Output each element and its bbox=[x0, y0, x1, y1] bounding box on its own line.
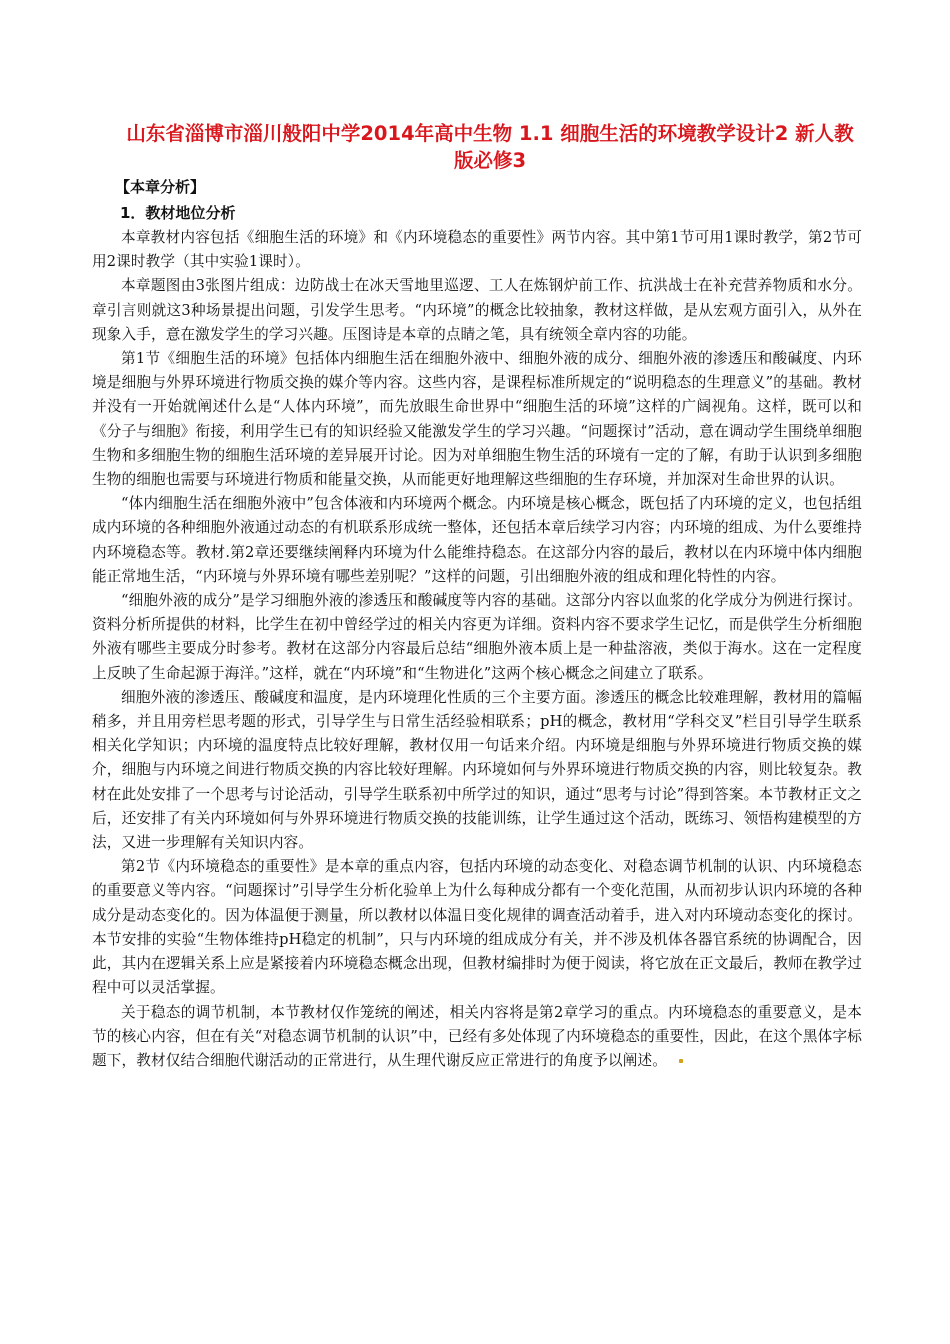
section-heading: 【本章分析】 bbox=[115, 178, 206, 196]
paragraph: “细胞外液的成分”是学习细胞外液的渗透压和酸碱度等内容的基础。这部分内容以血浆的化学成分为例进行探讨。资料分析所提供的材料，比学生在初中曾经学过的相关内容更为详细。资料内容不要求学生记忆，而是供学生分析细胞外液有哪些主要成分时参考。教材在这部分内容最后总结“细胞外液本质上是一种盐溶液，类似于海水。这在一定程度上反映了生命起源于海洋。”这样，就在“内环境”和“生物进化”这两个核心概念之间建立了联系。 bbox=[92, 592, 862, 682]
paragraph: “体内细胞生活在细胞外液中”包含体液和内环境两个概念。内环境是核心概念，既包括了内环境的定义，也包括组成内环境的各种细胞外液通过动态的有机联系形成统一整体，还包括本章后续学习内容；内环境的组成、为什么要维持内环境稳态等。教材.第2章还要继续阐释内环境为什么能维持稳态。在这部分内容的最后，教材以在内环境中体内细胞能正常地生活，“内环境与外界环境有哪些差别呢？”这样的问题，引出细胞外液的组成和理化特性的内容。 bbox=[92, 495, 862, 585]
paragraph-last bbox=[92, 1001, 862, 1074]
paragraph: 本章题图由3张图片组成：边防战士在冰天雪地里巡逻、工人在炼钢炉前工作、抗洪战士在补充营养物质和水分。章引言则就这3种场景提出问题，引发学生思考。“内环境”的概念比较抽象，教材这样做，是从宏观方面引入，从外在现象入手，意在激发学生的学习兴趣。压图诗是本章的点睛之笔，具有统领全章内容的功能。 bbox=[92, 277, 862, 343]
body-text bbox=[92, 226, 862, 1073]
paragraph-text: 关于稳态的调节机制，本节教材仅作笼统的阐述，相关内容将是第2章学习的重点。内环境稳态的重要意义，是本节的核心内容，但在有关“对稳态调节机制的认识”中，已经有多处体现了内环境稳态的重要性，因此，在这个黑体字标题下，教材仅结合细胞代谢活动的正常进行，从生理代谢反应正常进行的角度予以阐述。 bbox=[92, 1003, 862, 1069]
paragraph: 细胞外液的渗透压、酸碱度和温度，是内环境理化性质的三个主要方面。渗透压的概念比较难理解，教材用的篇幅稍多，并且用旁栏思考题的形式，引导学生与日常生活经验相联系；pH的概念，教材用“学科交叉”栏目引导学生联系相关化学知识；内环境的温度特点比较好理解，教材仅用一句话来介绍。内环境是细胞与外界环境进行物质交换的媒介，细胞与内环境之间进行物质交换的内容比较好理解。内环境如何与外界环境进行物质交换的内容，则比较复杂。教材在此处安排了一个思考与讨论活动，引导学生联系初中所学过的知识，通过“思考与讨论”得到答案。本节教材正文之后，还安排了有关内环境如何与外界环境进行物质交换的技能训练，让学生通过这个活动，既练习、领悟构建模型的方法，又进一步理解有关知识内容。 bbox=[92, 688, 862, 852]
paragraph: 第1节《细胞生活的环境》包括体内细胞生活在细胞外液中、细胞外液的成分、细胞外液的渗透压和酸碱度、内环境是细胞与外界环境进行物质交换的媒介等内容。这些内容，是课程标准所规定的“说明稳态的生理意义”的基础。教材并没有一开始就阐述什么是“人体内环境”，而先放眼生命世界中“细胞生活的环境”这样的广阔视角。这样，既可以和《分子与细胞》衔接，利用学生已有的知识经验又能激发学生的学习兴趣。“问题探讨”活动，意在调动学生围绕单细胞生物和多细胞生物的细胞生活环境的差异展开讨论。因为对单细胞生物生活的环境有一定的了解，有助于认识到多细胞生物的细胞也需要与环境进行物质和能量交换，从而能更好地理解这些细胞的生存环境，并加深对生命世界的认识。 bbox=[92, 350, 862, 489]
decorative-dot-mark bbox=[679, 1059, 683, 1063]
sub-heading: 1．教材地位分析 bbox=[120, 204, 236, 222]
document-title: 山东省淄博市淄川般阳中学2014年高中生物 1.1 细胞生活的环境教学设计2 新人教版必修3 bbox=[126, 122, 854, 172]
paragraph: 第2节《内环境稳态的重要性》是本章的重点内容，包括内环境的动态变化、对稳态调节机制的认识、内环境稳态的重要意义等内容。“问题探讨”引导学生分析化验单上为什么每种成分都有一个变化范围，从而初步认识内环境的各种成分是动态变化的。因为体温便于测量，所以教材以体温日变化规律的调查活动着手，进入对内环境动态变化的探讨。本节安排的实验“生物体维持pH稳定的机制”，只与内环境的组成成分有关，并不涉及机体各器官系统的协调配合，因此，其内在逻辑关系上应是紧接着内环境稳态概念出现，但教材编排时为便于阅读，将它放在正文最后，教师在教学过程中可以灵活掌握。 bbox=[92, 858, 862, 997]
paragraph: 本章教材内容包括《细胞生活的环境》和《内环境稳态的重要性》两节内容。其中第1节可用1课时教学，第2节可用2课时教学（其中实验1课时）。 bbox=[92, 229, 862, 271]
